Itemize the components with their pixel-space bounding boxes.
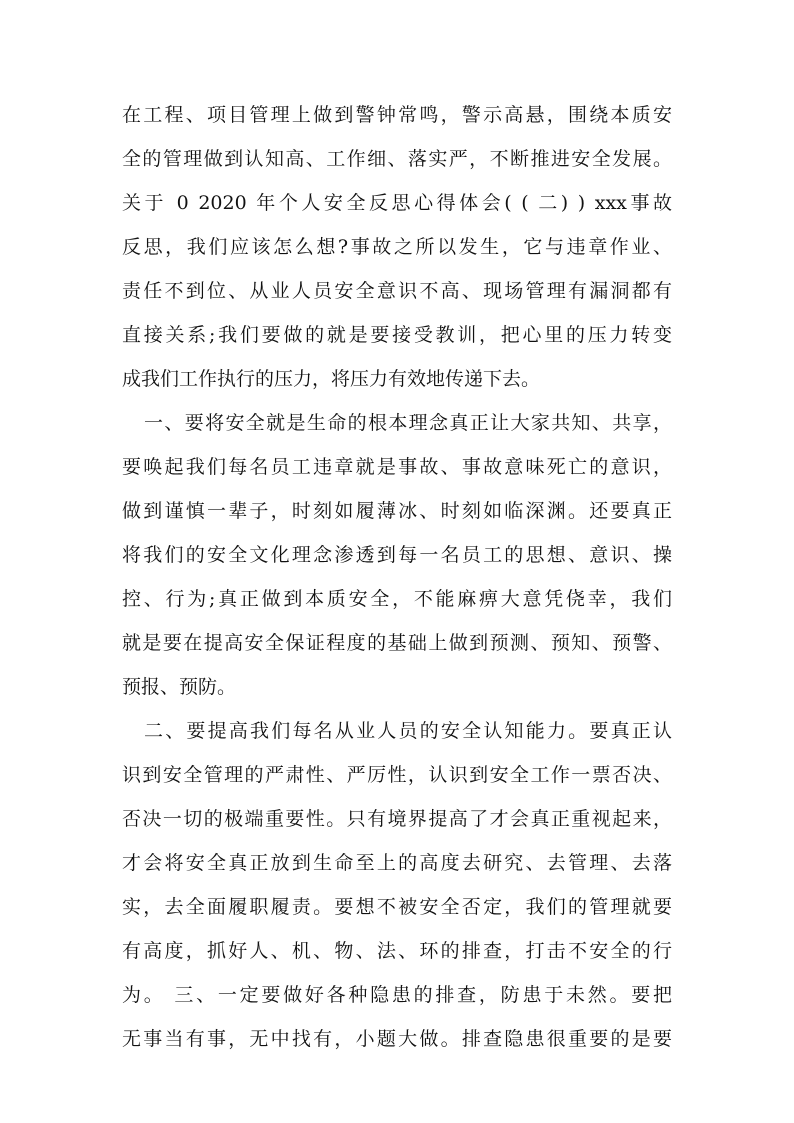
- text-line: 全的管理做到认知高、工作细、落实严，不断推进安全发展。: [122, 148, 672, 170]
- text-line: 为。 三、一定要做好各种隐患的排查，防患于未然。要把: [122, 984, 672, 1006]
- text-line: 否决一切的极端重要性。只有境界提高了才会真正重视起来，: [122, 808, 672, 830]
- text-line: 在工程、项目管理上做到警钟常鸣，警示高悬，围绕本质安: [122, 104, 672, 126]
- text-line: 就是要在提高安全保证程度的基础上做到预测、预知、预警、: [122, 632, 672, 654]
- text-line: 无事当有事，无中找有，小题大做。排查隐患很重要的是要: [122, 1028, 672, 1050]
- text-line: 预报、预防。: [122, 676, 237, 698]
- text-line: 关于 0 2020 年个人安全反思心得体会( ( 二) ) xxx事故: [122, 192, 672, 214]
- paragraph-1-first-line: 一、要将安全就是生命的根本理念真正让大家共知、共享，: [144, 412, 672, 434]
- text-line: 责任不到位、从业人员安全意识不高、现场管理有漏洞都有: [122, 280, 672, 302]
- text-line: 控、行为;真正做到本质安全，不能麻痹大意凭侥幸，我们: [122, 588, 672, 610]
- text-line: 识到安全管理的严肃性、严厉性，认识到安全工作一票否决、: [122, 764, 672, 786]
- text-line: 成我们工作执行的压力，将压力有效地传递下去。: [122, 368, 541, 390]
- text-line: 有高度，抓好人、机、物、法、环的排查，打击不安全的行: [122, 940, 672, 962]
- text-line: 才会将安全真正放到生命至上的高度去研究、去管理、去落: [122, 852, 672, 874]
- text-line: 直接关系;我们要做的就是要接受教训，把心里的压力转变: [122, 324, 672, 346]
- text-line: 实，去全面履职履责。要想不被安全否定，我们的管理就要: [122, 896, 672, 918]
- text-line: 反思，我们应该怎么想?事故之所以发生，它与违章作业、: [122, 236, 672, 258]
- text-line: 要唤起我们每名员工违章就是事故、事故意味死亡的意识，: [122, 456, 672, 478]
- text-line: 将我们的安全文化理念渗透到每一名员工的思想、意识、操: [122, 544, 672, 566]
- paragraph-2-first-line: 二、要提高我们每名从业人员的安全认知能力。要真正认: [144, 720, 672, 742]
- text-line: 做到谨慎一辈子，时刻如履薄冰、时刻如临深渊。还要真正: [122, 500, 672, 522]
